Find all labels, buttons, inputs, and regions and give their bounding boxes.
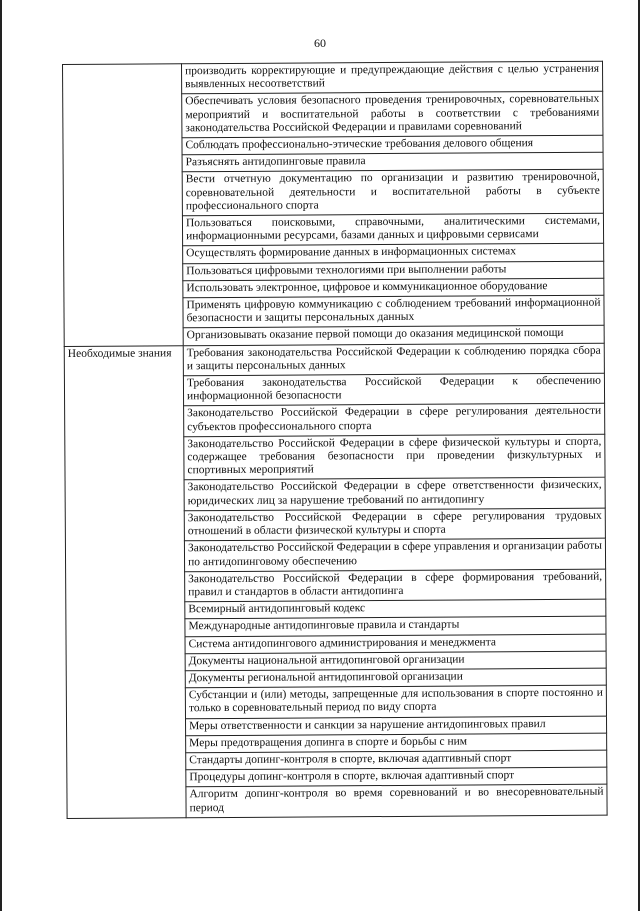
requirement-item-cell: Вести отчетную документацию по организации и развитию тренировочной, соревновательной деятельности и воспитательной работы в субъекте профессионального спорта xyxy=(182,170,603,216)
requirement-item-cell: Система антидопингового администрирования и менеджмента xyxy=(185,634,606,654)
requirement-item-cell: Применять цифровую коммуникацию с соблюдением требований информационной безопасности и защиты персональных данных xyxy=(183,295,604,328)
requirement-item-cell: Меры ответственности и санкции за нарушение антидопинговых правил xyxy=(185,716,606,736)
requirement-item-cell: Требования законодательства Российской Федерации к соблюдению порядка сбора и защиты персональных данных xyxy=(183,343,604,376)
page-edge-left xyxy=(0,0,2,911)
requirement-item-cell: Организовывать оказание первой помощи до оказания медицинской помощи xyxy=(183,326,604,346)
requirement-item-cell: Стандарты допинг-контроля в спорте, включая адаптивный спорт xyxy=(186,750,607,770)
requirement-item-cell: Документы национальной антидопинговой организации xyxy=(185,651,606,671)
requirement-item-cell: Требования законодательства Российской Федерации к обеспечению информационной безопасности xyxy=(183,373,604,406)
requirement-item-cell: Законодательство Российской Федерации в сфере регулирования трудовых отношений в области физической культуры и спорта xyxy=(184,508,605,541)
requirement-item-cell: Пользоваться цифровыми технологиями при выполнении работы xyxy=(183,261,604,281)
table xyxy=(62,61,608,819)
requirement-item-cell: Законодательство Российской Федерации в сфере физической культуры и спорта, содержащее требования безопасности при проведении физкультурных и спортивных мероприятий xyxy=(184,434,605,480)
page-number: 60 xyxy=(314,36,326,50)
requirements-table xyxy=(62,61,608,819)
requirement-item-cell: Соблюдать профессионально-этические требования делового общения xyxy=(182,135,603,155)
requirement-item-cell: Законодательство Российской Федерации в сфере формирования требований, правил и стандартов в области антидопинга xyxy=(185,569,606,602)
table-body xyxy=(63,61,608,818)
requirement-item-cell: Пользоваться поисковыми, справочными, аналитическими системами, информационными ресурсами, базами данных и цифровыми сервисами xyxy=(182,213,603,246)
requirement-item-cell: Обеспечивать условия безопасного проведения тренировочных, соревновательных мероприятий и воспитательной работы в соответствии с требованиями законодательства Российской Федерации и правилами соревнований xyxy=(182,92,603,138)
requirement-item-cell: Осуществлять формирование данных в информационных системах xyxy=(183,244,604,264)
section-label-cell xyxy=(63,64,184,346)
requirement-item-cell: Процедуры допинг-контроля в спорте, включая адаптивный спорт xyxy=(186,767,607,787)
requirement-item-cell: Документы региональной антидопинговой организации xyxy=(185,668,606,688)
requirement-item-cell: Алгоритм допинг-контроля во время соревнований и во внесоревновательный период xyxy=(186,785,607,818)
requirement-item-cell: Использовать электронное, цифровое и коммуникационное оборудование xyxy=(183,278,604,298)
requirement-item-cell: Меры предотвращения допинга в спорте и борьбы с ним xyxy=(186,733,607,753)
requirement-item-cell: производить корректирующие и предупреждающие действия с целью устранения выявленных несоответствий xyxy=(182,61,603,94)
requirement-item-cell: Субстанции и (или) методы, запрещенные для использования в спорте постоянно и только в соревновательный период по виду спорта xyxy=(185,685,606,718)
requirement-item-cell: Международные антидопинговые правила и стандарты xyxy=(185,617,606,637)
section-label-cell: Необходимые знания xyxy=(64,345,186,818)
table-row xyxy=(64,343,604,377)
requirement-item-cell: Законодательство Российской Федерации в сфере управления и организации работы по антидопинговому обеспечению xyxy=(184,538,605,571)
table-row xyxy=(63,61,603,95)
requirement-item-cell: Всемирный антидопинговый кодекс xyxy=(185,599,606,619)
requirement-item-cell: Законодательство Российской Федерации в сфере регулирования деятельности субъектов профессионального спорта xyxy=(184,404,605,437)
requirement-item-cell: Законодательство Российской Федерации в сфере ответственности физических, юридических лиц за нарушение требований по антидопингу xyxy=(184,478,605,511)
requirement-item-cell: Разъяснять антидопинговые правила xyxy=(182,152,603,172)
